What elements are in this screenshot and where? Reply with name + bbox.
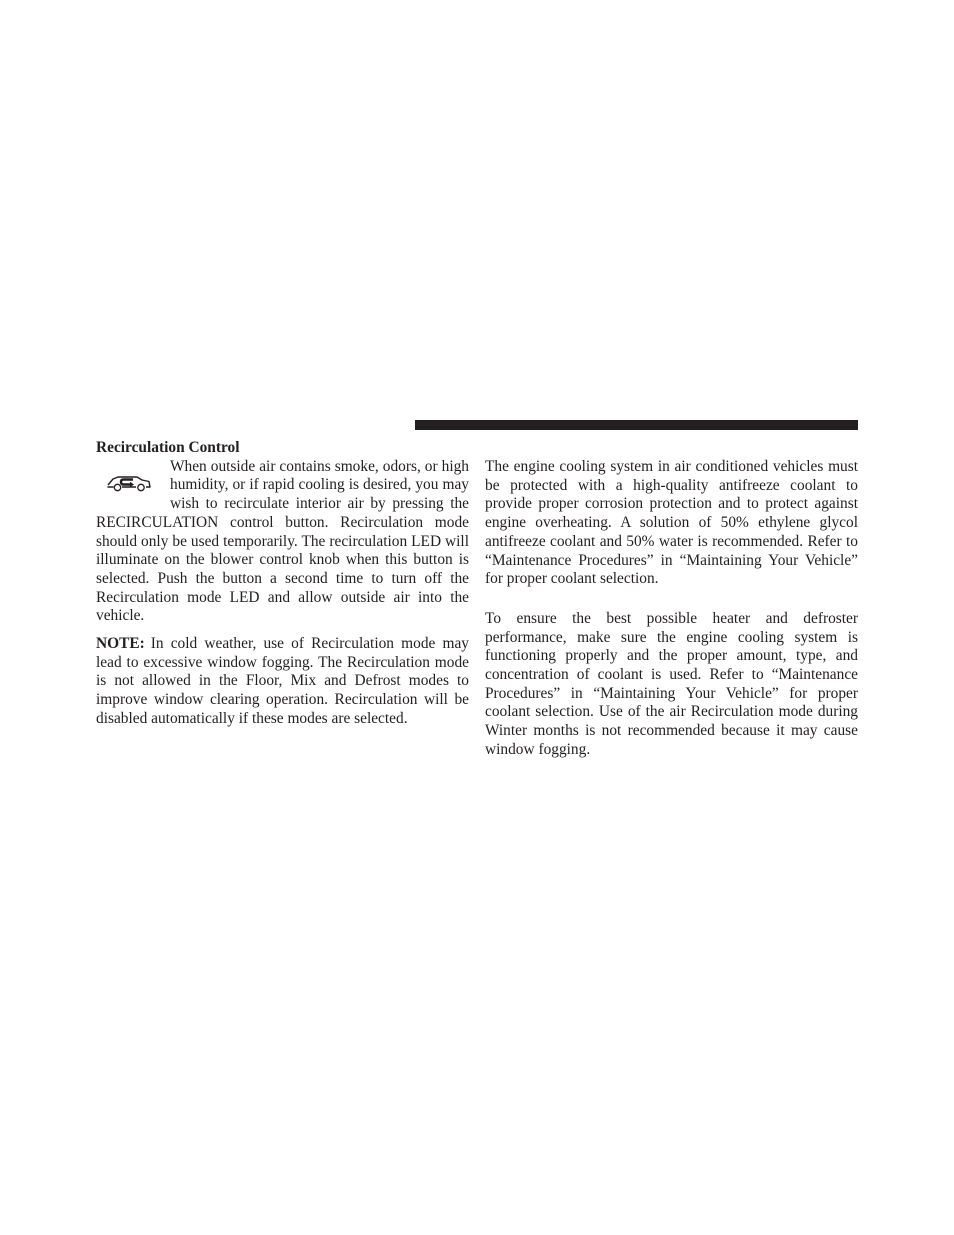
note-label: NOTE:	[96, 635, 145, 653]
right-column	[485, 458, 858, 760]
recirculation-icon	[104, 468, 154, 498]
section-heading: Recirculation Control	[96, 439, 240, 456]
left-column	[96, 439, 469, 729]
cooling-system-paragraph: The engine cooling system in air conditioned vehicles must be protected with a high-quality antifreeze coolant to provide proper corrosion protection and to protect against engine overheating. A solution of 50% ethylene glycol antifreeze coolant and 50% water is recommended. Refer to “Maintenance Procedures” in “Maintaining Your Vehicle” for proper coolant selection.	[485, 458, 858, 588]
section-header-bar	[415, 420, 858, 430]
recirculation-text: When outside air contains smoke, odors, or high humidity, or if rapid cooling is desired, you may wish to recirculate interior air by pressing the RECIRCULATION control button. Recirculation mode should only be used temporarily. The recirculation LED will illuminate on the blower control knob when this button is selected. Push the button a second time to turn off the Recirculation mode LED and allow outside air into the vehicle.	[96, 457, 469, 625]
note-paragraph	[96, 635, 469, 729]
note-text: In cold weather, use of Recirculation mode may lead to excessive window fogging. The Recirculation mode is not allowed in the Floor, Mix and Defrost modes to improve window clearing operation. Recirculation will be disabled automatically if these modes are selected.	[96, 635, 469, 727]
heater-performance-paragraph: To ensure the best possible heater and defroster performance, make sure the engine cooling system is functioning properly and the proper amount, type, and concentration of coolant is used. Refer to “Maintenance Procedures” in “Maintaining Your Vehicle” for proper coolant selection. Use of the air Recirculation mode during Winter months is not recommended because it may cause window fogging.	[485, 609, 858, 758]
recirculation-paragraph	[96, 458, 469, 626]
